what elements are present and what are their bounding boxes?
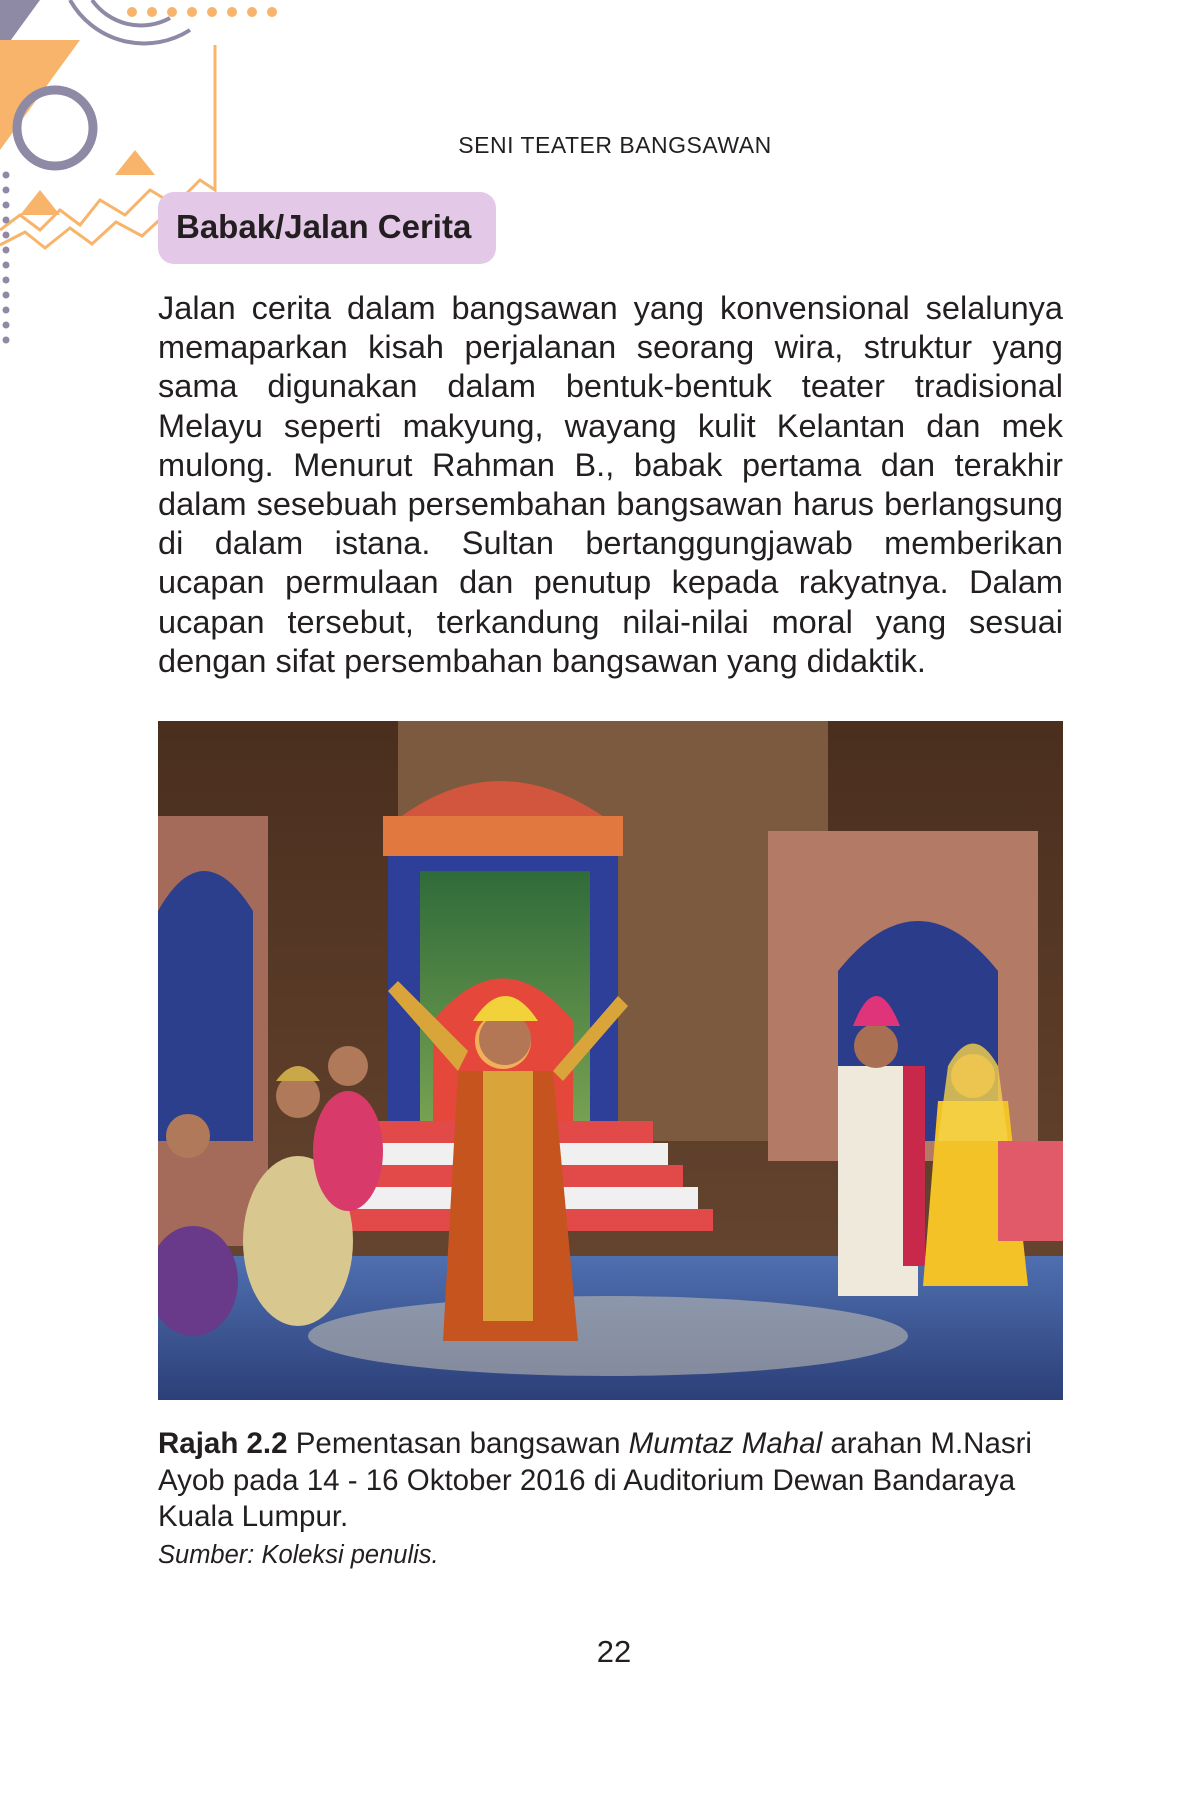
section-heading: Babak/Jalan Cerita bbox=[158, 192, 496, 264]
figure-source: Sumber: Koleksi penulis. bbox=[158, 1541, 439, 1569]
stage-photo-icon bbox=[158, 721, 1063, 1400]
body-paragraph: Jalan cerita dalam bangsawan yang konvensional selalunya memaparkan kisah perjalanan seorang wira, struktur yang sama digunakan dalam bentuk-bentuk teater tradisional Melayu seperti makyung, wayang kulit Kelantan dan mek mulong. Menurut Rahman B., babak pertama dan terakhir dalam sesebuah persembahan bangsawan harus berlangsung di dalam istana. Sultan bertanggungjawab memberikan ucapan permulaan dan penutup kepada rakyatnya. Dalam ucapan tersebut, terkandung nilai-nilai moral yang sesuai dengan sifat persembahan bangsawan yang didaktik. bbox=[158, 290, 1063, 679]
caption-text-after: arahan M.Nasri Ayob pada 14 - 16 Oktober 2016 di Auditorium Dewan Bandaraya Kuala Lumpur. bbox=[158, 1427, 1032, 1533]
figure-caption bbox=[158, 1426, 1063, 1536]
caption-title: Mumtaz Mahal bbox=[628, 1427, 823, 1460]
running-header: SENI TEATER BANGSAWAN bbox=[458, 132, 772, 158]
figure-label: Rajah 2.2 bbox=[158, 1427, 288, 1460]
caption-text-before: Pementasan bangsawan bbox=[287, 1427, 629, 1460]
page-number: 22 bbox=[596, 1634, 632, 1669]
figure-photo bbox=[158, 721, 1063, 1400]
